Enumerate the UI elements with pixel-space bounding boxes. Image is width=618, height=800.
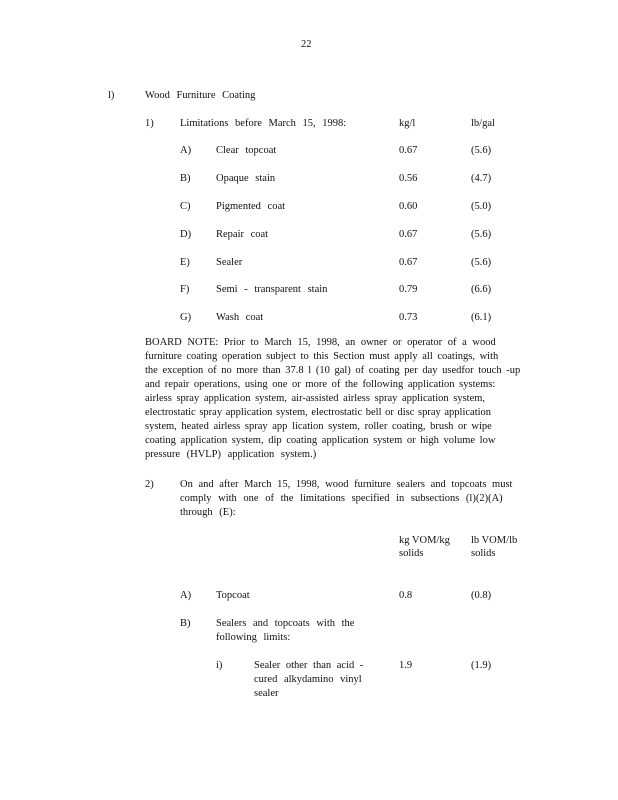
item1-unit-kg: kg/l: [399, 118, 416, 129]
row-kg-value: 0.67: [399, 229, 418, 240]
row-letter: A): [180, 145, 192, 156]
row-kg-value: 0.67: [399, 145, 418, 156]
row-name: Sealer other than acid -: [254, 660, 364, 671]
row-letter: i): [216, 660, 223, 671]
board-note-line: furniture coating operation subject to this Section must apply all coatings, with: [145, 351, 499, 362]
row-kg-value: 0.79: [399, 284, 418, 295]
board-note-line: coating application system, dip coating application system or high volume low: [145, 435, 496, 446]
item1-number: 1): [145, 118, 154, 129]
board-note-line: BOARD NOTE: Prior to March 15, 1998, an owner or operator of a wood: [145, 337, 496, 348]
row-name: Wash coat: [216, 312, 264, 323]
item2-unit-lb: lb VOM/lb: [471, 535, 518, 546]
section-title: Wood Furniture Coating: [145, 90, 256, 101]
section-number: l): [108, 90, 115, 101]
item2-number: 2): [145, 479, 154, 490]
item1-label: Limitations before March 15, 1998:: [180, 118, 347, 129]
row-lb-value: (5.0): [471, 201, 492, 212]
board-note-line: airless spray application system, air-assisted airless spray application system,: [145, 393, 486, 404]
row-letter: G): [180, 312, 192, 323]
row-name: Repair coat: [216, 229, 269, 240]
row-name: sealer: [254, 688, 279, 699]
item2-unit-kg: kg VOM/kg: [399, 535, 450, 546]
row-lb-value: (4.7): [471, 173, 492, 184]
row-kg-value: 0.67: [399, 257, 418, 268]
page-number: 22: [301, 39, 312, 50]
row-letter: D): [180, 229, 192, 240]
row-name: Sealer: [216, 257, 243, 268]
row-letter: C): [180, 201, 191, 212]
item2-text-line: through (E):: [180, 507, 236, 518]
row-lb-value: (6.6): [471, 284, 492, 295]
item2-unit-lb: solids: [471, 548, 496, 559]
row-letter: E): [180, 257, 190, 268]
board-note-line: electrostatic spray application system, electrostatic bell or disc spray application: [145, 407, 492, 418]
row-lb-value: (1.9): [471, 660, 492, 671]
row-kg-value: 1.9: [399, 660, 413, 671]
row-name: Topcoat: [216, 590, 250, 601]
item2-text-line: On and after March 15, 1998, wood furniture sealers and topcoats must: [180, 479, 513, 490]
row-letter: B): [180, 618, 191, 629]
row-lb-value: (5.6): [471, 145, 492, 156]
row-letter: B): [180, 173, 191, 184]
row-lb-value: (0.8): [471, 590, 492, 601]
row-lb-value: (6.1): [471, 312, 492, 323]
row-name: Clear topcoat: [216, 145, 277, 156]
row-name: Sealers and topcoats with the: [216, 618, 355, 629]
row-letter: F): [180, 284, 190, 295]
item1-unit-lb: lb/gal: [471, 118, 495, 129]
board-note-line: and repair operations, using one or more of the following application systems:: [145, 379, 496, 390]
row-lb-value: (5.6): [471, 257, 492, 268]
row-kg-value: 0.56: [399, 173, 418, 184]
row-letter: A): [180, 590, 192, 601]
item2-unit-kg: solids: [399, 548, 424, 559]
board-note-line: pressure (HVLP) application system.): [145, 449, 317, 460]
row-lb-value: (5.6): [471, 229, 492, 240]
board-note-line: system, heated airless spray app lication system, roller coating, brush or wipe: [145, 421, 492, 432]
row-kg-value: 0.73: [399, 312, 418, 323]
row-name: following limits:: [216, 632, 291, 643]
row-name: Semi - transparent stain: [216, 284, 328, 295]
row-kg-value: 0.60: [399, 201, 418, 212]
row-name: Pigmented coat: [216, 201, 286, 212]
row-kg-value: 0.8: [399, 590, 413, 601]
row-name: Opaque stain: [216, 173, 276, 184]
board-note-line: the exception of no more than 37.8 l (10 gal) of coating per day usedfor touch -up: [145, 365, 521, 376]
row-name: cured alkydamino vinyl: [254, 674, 362, 685]
item2-text-line: comply with one of the limitations specified in subsections (l)(2)(A): [180, 493, 503, 504]
